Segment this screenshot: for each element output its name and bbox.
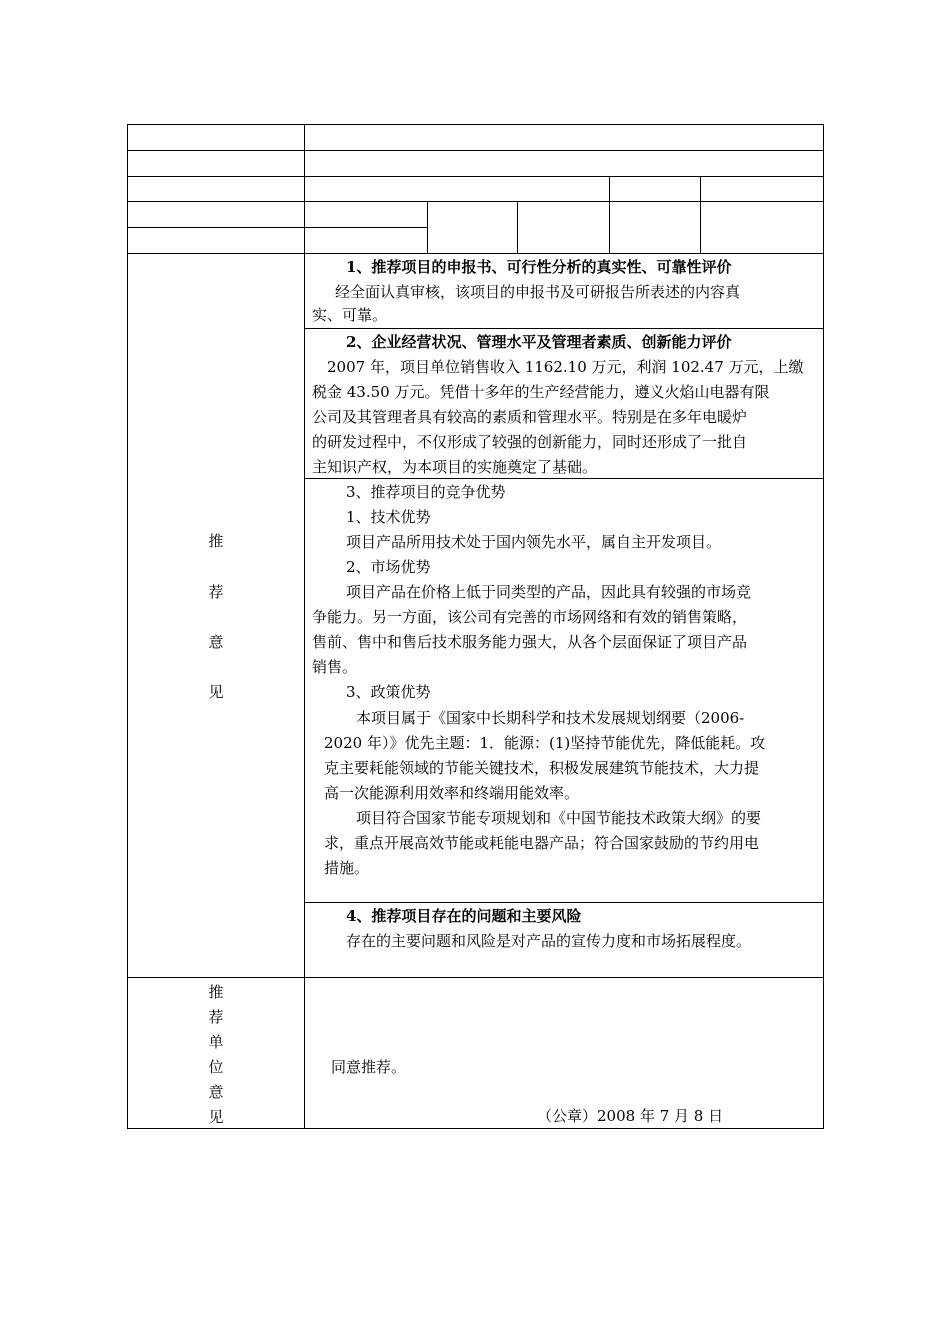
section-line: 公司及其管理者具有较高的素质和管理水平。特别是在多年电暖炉: [312, 408, 748, 426]
label-char: 荐: [208, 1008, 224, 1026]
label-char: 见: [208, 1108, 224, 1126]
grid-line: [304, 328, 824, 329]
section-line: 销售。: [312, 658, 358, 676]
grid-line: [517, 201, 518, 253]
section-line: 争能力。另一方面，该公司有完善的市场网络和有效的销售策略，: [312, 608, 748, 626]
section-line: 克主要耗能领域的节能关键技术，积极发展建筑节能技术，大力提: [324, 759, 760, 777]
grid-line: [609, 176, 610, 253]
section-line: 存在的主要问题和风险是对产品的宣传力度和市场拓展程度。: [346, 932, 752, 950]
section-line: 项目产品所用技术处于国内领先水平，属自主开发项目。: [346, 533, 722, 551]
grid-line: [304, 124, 305, 1129]
grid-line: [127, 253, 824, 254]
section-line: 税金 43.50 万元。凭借十多年的生产经营能力，遵义火焰山电器有限: [312, 383, 770, 401]
seal-date: （公章）2008 年 7 月 8 日: [537, 1107, 724, 1125]
section-heading: 4、推荐项目存在的问题和主要风险: [346, 907, 582, 925]
label-char: 单: [208, 1033, 224, 1051]
agree-text: 同意推荐。: [331, 1058, 407, 1076]
section-line: 售前、售中和售后技术服务能力强大，从各个层面保证了项目产品: [312, 633, 748, 651]
section-line: 本项目属于《国家中长期科学和技术发展规划纲要（2006-: [356, 709, 745, 727]
section-line: 经全面认真审核，该项目的申报书及可研报告所表述的内容真: [335, 283, 741, 301]
label-char: 意: [208, 633, 224, 651]
section-line: 2007 年，项目单位销售收入 1162.10 万元，利润 102.47 万元，上缴: [327, 358, 804, 376]
grid-line: [127, 176, 824, 177]
label-char: 见: [208, 683, 224, 701]
grid-line: [823, 124, 824, 1129]
section-line: 措施。: [324, 859, 370, 877]
subsection-title: 1、技术优势: [346, 508, 431, 526]
section-line: 高一次能源利用效率和终端用能效率。: [324, 784, 580, 802]
label-char: 推: [208, 532, 224, 550]
section-line: 项目符合国家节能专项规划和《中国节能技术政策大纲》的要: [356, 809, 762, 827]
section-line: 实、可靠。: [312, 306, 388, 324]
section-line: 主知识产权，为本项目的实施奠定了基础。: [312, 458, 598, 476]
subsection-title: 3、政策优势: [346, 683, 431, 701]
section-heading: 1、推荐项目的申报书、可行性分析的真实性、可靠性评价: [346, 258, 732, 276]
section-line: 求，重点开展高效节能或耗能电器产品；符合国家鼓励的节约用电: [324, 834, 760, 852]
grid-line: [127, 977, 824, 978]
label-char: 位: [208, 1058, 224, 1076]
grid-line: [427, 201, 428, 253]
grid-line: [304, 902, 824, 903]
grid-line: [127, 124, 824, 125]
section-line: 的研发过程中，不仅形成了较强的创新能力，同时还形成了一批自: [312, 433, 748, 451]
section-heading: 2、企业经营状况、管理水平及管理者素质、创新能力评价: [346, 333, 732, 351]
label-char: 荐: [208, 583, 224, 601]
section-line: 2020 年）》优先主题：1．能源：(1)坚持节能优先，降低能耗。攻: [324, 734, 766, 752]
grid-line: [127, 150, 824, 151]
label-char: 推: [208, 983, 224, 1001]
section-line: 项目产品在价格上低于同类型的产品，因此具有较强的市场竞: [346, 583, 752, 601]
grid-line: [127, 124, 128, 1129]
section-heading: 3、推荐项目的竞争优势: [346, 483, 506, 501]
grid-line: [127, 227, 427, 228]
grid-line: [127, 201, 824, 202]
subsection-title: 2、市场优势: [346, 558, 431, 576]
grid-line: [700, 176, 701, 253]
label-char: 意: [208, 1083, 224, 1101]
